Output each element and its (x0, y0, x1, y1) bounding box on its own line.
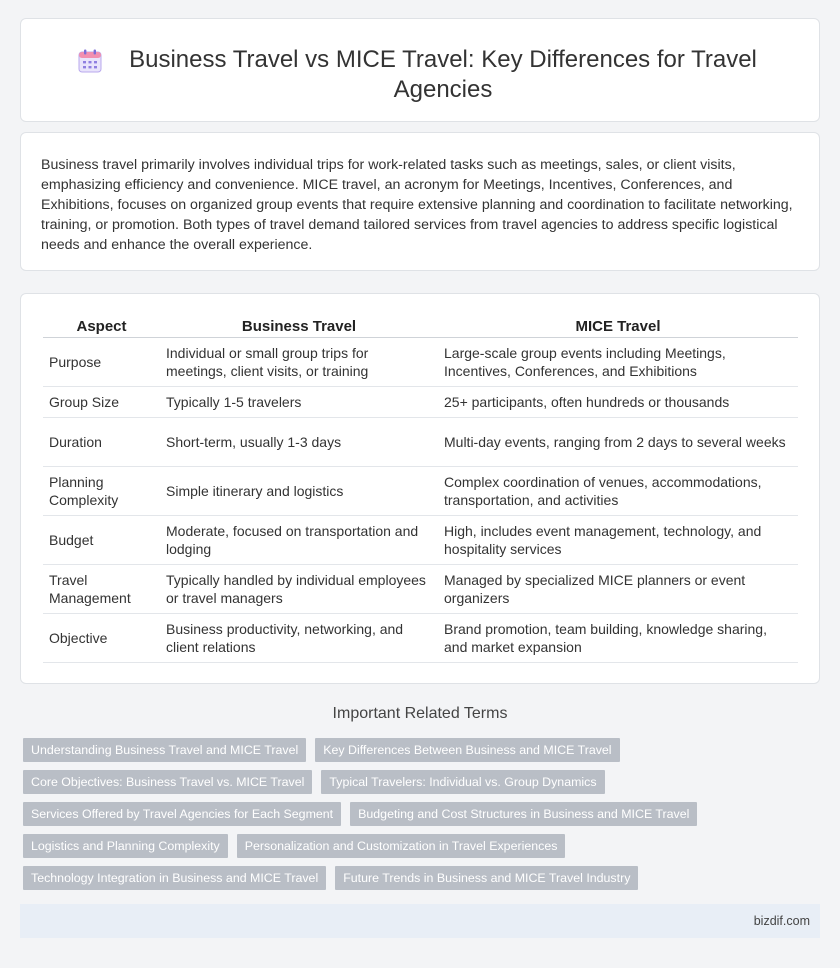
related-term-tag[interactable]: Typical Travelers: Individual vs. Group Dynamics (321, 770, 604, 794)
row-aspect: Duration (43, 418, 160, 467)
related-term-tag[interactable]: Future Trends in Business and MICE Travel Industry (335, 866, 638, 890)
table-row (43, 467, 798, 516)
related-term-tag[interactable]: Budgeting and Cost Structures in Business and MICE Travel (350, 802, 697, 826)
row-aspect: Travel Management (43, 565, 160, 614)
related-term-tag[interactable]: Services Offered by Travel Agencies for Each Segment (23, 802, 341, 826)
related-term-tag[interactable]: Logistics and Planning Complexity (23, 834, 228, 858)
calendar-icon (77, 48, 103, 74)
comparison-table (43, 314, 798, 663)
row-mice: 25+ participants, often hundreds or thousands (438, 387, 798, 418)
table-row (43, 565, 798, 614)
row-business: Business productivity, networking, and client relations (160, 614, 438, 663)
row-aspect: Group Size (43, 387, 160, 418)
page-title: Business Travel vs MICE Travel: Key Differences for Travel Agencies (129, 46, 757, 103)
table-row (43, 418, 798, 467)
table-header-row (43, 314, 798, 338)
footer (20, 904, 820, 938)
header-card (20, 18, 820, 122)
row-aspect: Budget (43, 516, 160, 565)
header-aspect: Aspect (43, 314, 160, 338)
related-terms-list (23, 738, 818, 898)
related-term-tag[interactable]: Technology Integration in Business and MICE Travel (23, 866, 326, 890)
header-mice-travel: MICE Travel (438, 314, 798, 338)
row-mice: Managed by specialized MICE planners or event organizers (438, 565, 798, 614)
row-business: Simple itinerary and logistics (160, 467, 438, 516)
table-row (43, 387, 798, 418)
related-term-tag[interactable]: Understanding Business Travel and MICE Travel (23, 738, 306, 762)
row-business: Short-term, usually 1-3 days (160, 418, 438, 467)
row-business: Typically handled by individual employees or travel managers (160, 565, 438, 614)
related-term-tag[interactable]: Key Differences Between Business and MICE Travel (315, 738, 619, 762)
comparison-card (20, 293, 820, 684)
row-business: Typically 1-5 travelers (160, 387, 438, 418)
related-term-tag[interactable]: Personalization and Customization in Travel Experiences (237, 834, 566, 858)
table-row (43, 516, 798, 565)
row-mice: Large-scale group events including Meetings, Incentives, Conferences, and Exhibitions (438, 338, 798, 387)
intro-paragraph: Business travel primarily involves individual trips for work-related tasks such as meetings, sales, or client visits, emphasizing efficiency and convenience. MICE travel, an acronym for Meetings, Incentives, Conferences, and Exhibitions, focuses on organized group events that require extensive planning and coordination to facilitate networking, training, or promotion. Both types of travel demand tailored services from travel agencies to address specific logistical needs and enhance the overall experience. (41, 157, 793, 253)
table-row (43, 338, 798, 387)
row-aspect: Objective (43, 614, 160, 663)
row-mice: Brand promotion, team building, knowledge sharing, and market expansion (438, 614, 798, 663)
row-aspect: Purpose (43, 338, 160, 387)
related-terms-title: Important Related Terms (332, 705, 508, 722)
footer-site-link[interactable]: bizdif.com (753, 914, 810, 928)
intro-card (20, 132, 820, 271)
related-term-tag[interactable]: Core Objectives: Business Travel vs. MICE Travel (23, 770, 312, 794)
table-row (43, 614, 798, 663)
row-mice: Multi-day events, ranging from 2 days to several weeks (438, 418, 798, 467)
header-business-travel: Business Travel (160, 314, 438, 338)
row-business: Individual or small group trips for meetings, client visits, or training (160, 338, 438, 387)
row-mice: High, includes event management, technology, and hospitality services (438, 516, 798, 565)
row-aspect: Planning Complexity (43, 467, 160, 516)
row-mice: Complex coordination of venues, accommodations, transportation, and activities (438, 467, 798, 516)
row-business: Moderate, focused on transportation and lodging (160, 516, 438, 565)
